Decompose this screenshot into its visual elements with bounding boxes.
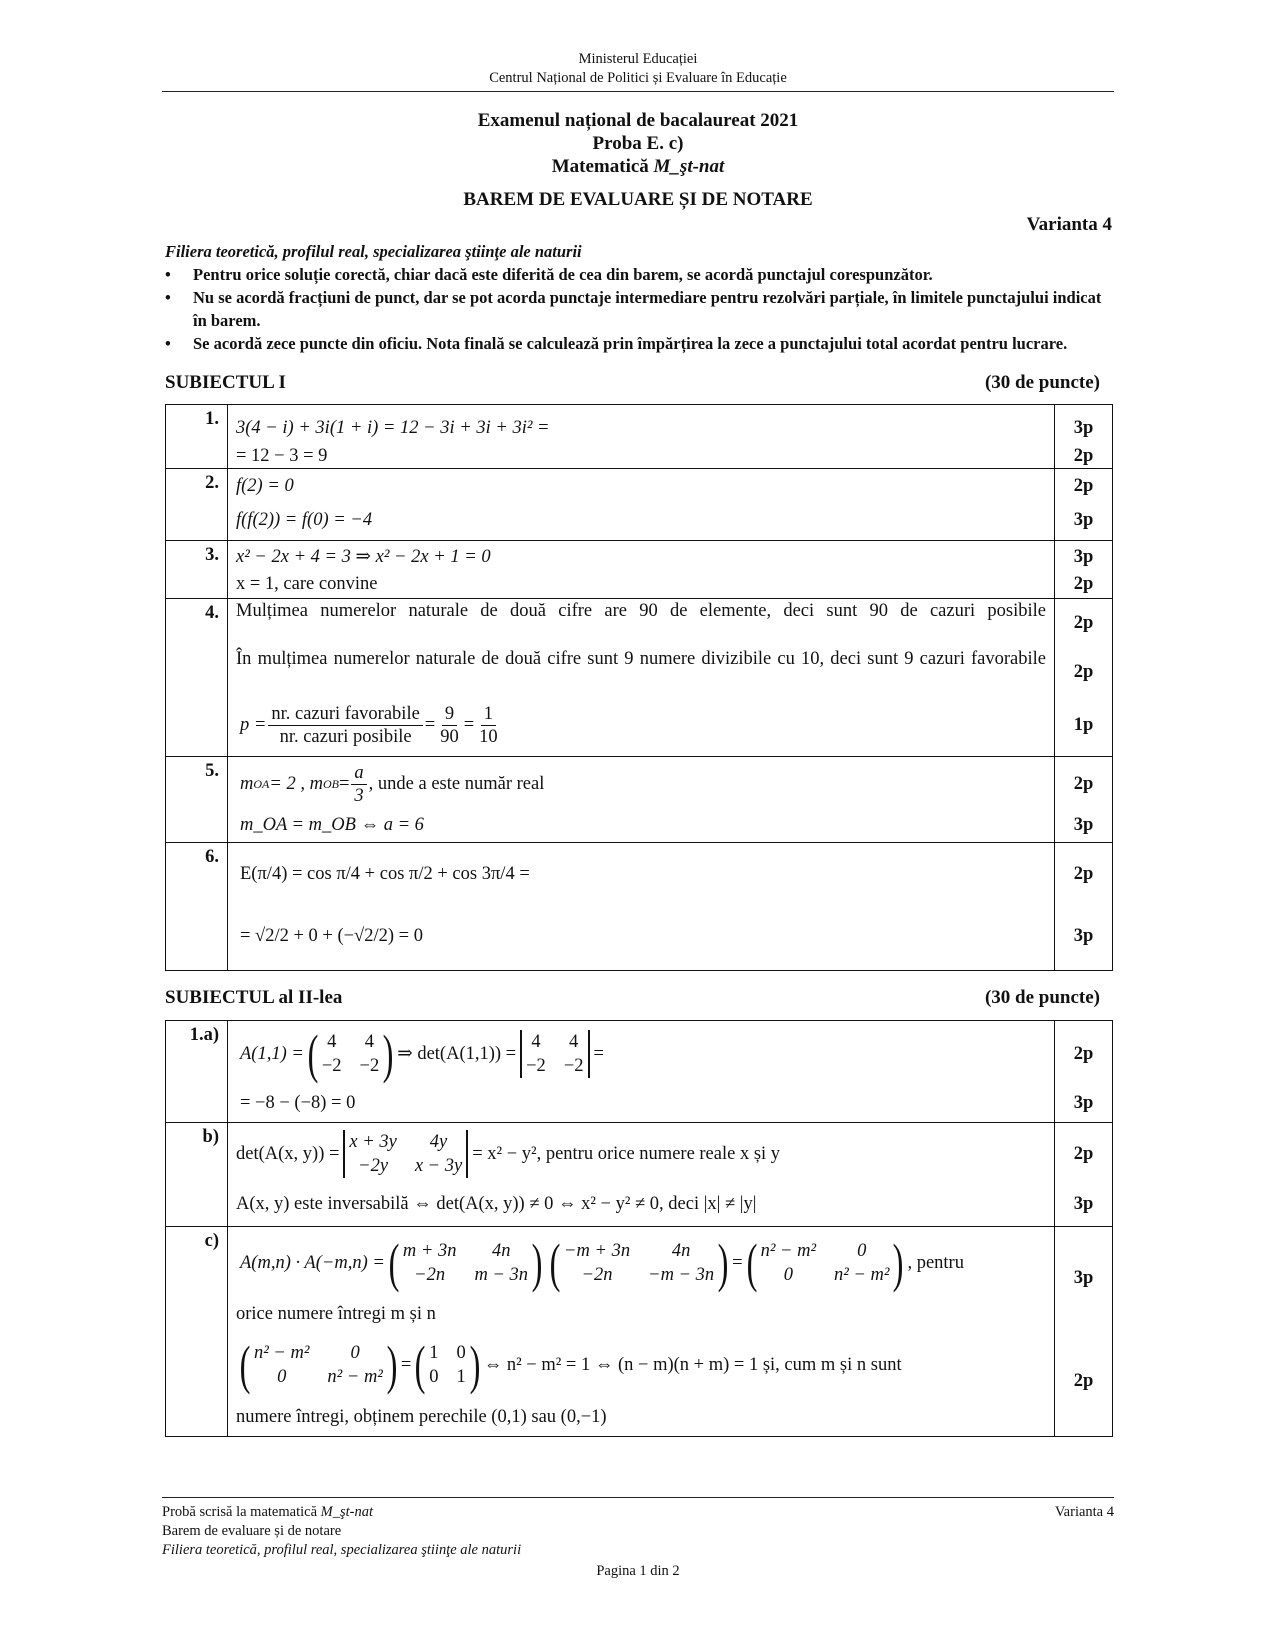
table-row xyxy=(166,757,1113,843)
item-number: 6. xyxy=(166,843,228,971)
subject1-title: SUBIECTUL I xyxy=(165,372,286,393)
solution-line: det(A(x, y)) = x + 3y 4y −2y x − 3y = x² − y², pentru orice numere reale x și y xyxy=(236,1132,781,1176)
page-number: Pagina 1 din 2 xyxy=(596,1563,680,1579)
points-value: 3p xyxy=(1073,417,1094,438)
item-points xyxy=(1055,599,1113,757)
solution-line: Mulțimea numerelor naturale de două cifre are 90 de elemente, deci sunt 90 de cazuri posibile xyxy=(236,601,1046,621)
solution-line: A(1,1) = ( 4 4 −2 −2 ) ⇒ det(A(1,1)) = 4 4 −2 −2 = xyxy=(240,1024,604,1084)
table-row xyxy=(166,1227,1113,1437)
subject2-table xyxy=(165,1020,1113,1437)
solution-line: = 12 − 3 = 9 xyxy=(236,445,328,466)
points-value: 2p xyxy=(1073,773,1094,794)
points-value: 2p xyxy=(1073,1043,1094,1064)
solution-line: În mulțimea numerelor naturale de două cifre sunt 9 numere divizibile cu 10, deci sunt 9 cazuri favorabile xyxy=(236,649,1046,669)
subject-name: Matematică xyxy=(551,156,654,177)
item-points xyxy=(1055,469,1113,541)
points-value: 2p xyxy=(1073,475,1094,496)
exam-title-line3 xyxy=(162,155,1114,178)
solution-line: orice numere întregi m și n xyxy=(236,1303,436,1324)
solution-line: A(x, y) este inversabilă ⇔ det(A(x, y)) ≠ 0 ⇔ x² − y² ≠ 0, deci |x| ≠ |y| xyxy=(236,1193,757,1214)
intro-bullet-3: • Se acordă zece puncte din oficiu. Nota finală se calculează prin împărțirea la zece a punctajului total acordat pentru lucrare. xyxy=(165,334,1068,353)
solution-line: numere întregi, obținem perechile (0,1) sau (0,−1) xyxy=(236,1406,607,1427)
item-points xyxy=(1055,405,1113,469)
subject2-title: SUBIECTUL al II-lea xyxy=(165,987,343,1008)
bullet-icon: • xyxy=(165,265,171,284)
intro-block xyxy=(165,240,1113,355)
table-row xyxy=(166,405,1113,469)
item-number: 1. xyxy=(166,405,228,469)
solution-line: m_OA = m_OB ⇔ a = 6 xyxy=(240,814,424,835)
matrix: ( −m + 3n 4n −2n −m − 3n ) xyxy=(549,1233,729,1293)
item-number: c) xyxy=(166,1227,228,1437)
subject2-heading xyxy=(165,987,1100,1009)
solution-line: x = 1, care convine xyxy=(236,573,378,594)
solution-line: m OA = 2 , m OB = $\frac{a}{3}$ , unde a este număr real xyxy=(240,762,545,806)
table-row xyxy=(166,599,1113,757)
subject1-points: (30 de puncte) xyxy=(984,372,1100,393)
matrix: ( n² − m² 0 0 n² − m² ) xyxy=(239,1335,398,1395)
item-solution xyxy=(228,541,1055,599)
solution-line: = √2/2 + 0 + (−√2/2) = 0 xyxy=(240,925,423,946)
table-row xyxy=(166,541,1113,599)
intro-bullet-2: • Nu se acordă fracțiuni de punct, dar se pot acorda punctaje intermediare pentru rezolvări parțiale, în limitele punctajului indicat în barem. xyxy=(165,288,1102,330)
item-solution xyxy=(228,1021,1055,1123)
bullet-icon: • xyxy=(165,288,171,307)
header-ministry: Ministerul Educației xyxy=(578,51,698,67)
fraction: $\frac{a}{3}$ xyxy=(351,762,366,807)
filiera-line: Filiera teoretică, profilul real, specializarea ştiinţe ale naturii xyxy=(165,242,582,261)
points-value: 2p xyxy=(1073,573,1094,594)
matrix: ( m + 3n 4n −2n m − 3n ) xyxy=(388,1233,543,1293)
item-number: 5. xyxy=(166,757,228,843)
subject2-points: (30 de puncte) xyxy=(984,987,1100,1008)
solution-line: = −8 − (−8) = 0 xyxy=(240,1092,356,1113)
varianta-label: Varianta 4 xyxy=(1026,214,1112,235)
points-value: 2p xyxy=(1073,1370,1094,1391)
solution-line: f(f(2)) = f(0) = −4 xyxy=(236,509,373,530)
exam-title-line1: Examenul național de bacalaureat 2021 xyxy=(477,110,799,131)
exam-title xyxy=(162,109,1114,178)
exam-title-line2: Proba E. c) xyxy=(592,133,684,154)
header-divider xyxy=(162,91,1114,92)
points-value: 1p xyxy=(1073,714,1094,735)
points-value: 2p xyxy=(1073,445,1094,466)
item-points xyxy=(1055,757,1113,843)
points-value: 3p xyxy=(1073,546,1094,567)
item-points xyxy=(1055,1021,1113,1123)
item-solution xyxy=(228,1123,1055,1227)
determinant: 4 4 −2 −2 xyxy=(520,1030,589,1078)
item-number: 3. xyxy=(166,541,228,599)
points-value: 2p xyxy=(1073,661,1094,682)
table-row xyxy=(166,1021,1113,1123)
barem-heading: BAREM DE EVALUARE ȘI DE NOTARE xyxy=(463,189,813,210)
solution-line: 3(4 − i) + 3i(1 + i) = 12 − 3i + 3i + 3i² = xyxy=(236,417,550,438)
footer-line2: Barem de evaluare și de notare xyxy=(162,1523,342,1539)
solution-line: f(2) = 0 xyxy=(236,475,294,496)
bullet-icon: • xyxy=(165,334,171,353)
item-number: b) xyxy=(166,1123,228,1227)
solution-line: x² − 2x + 4 = 3 ⇒ x² − 2x + 1 = 0 xyxy=(236,547,491,567)
intro-bullet-1: • Pentru orice soluție corectă, chiar dacă este diferită de cea din barem, se acordă punctajul corespunzător. xyxy=(165,265,933,284)
footer-varianta: Varianta 4 xyxy=(1054,1504,1114,1520)
item-solution xyxy=(228,599,1055,757)
points-value: 3p xyxy=(1073,509,1094,530)
table-row xyxy=(166,469,1113,541)
points-value: 2p xyxy=(1073,612,1094,633)
solution-line: ( n² − m² 0 0 n² − m² ) = ( 1 0 0 1 ) ⇔ n² − m² = 1 ⇔ (n − m)(n + m) = 1 și, cum m și n sunt xyxy=(236,1329,1046,1401)
item-points xyxy=(1055,541,1113,599)
matrix: ( 4 4 −2 −2 ) xyxy=(307,1024,394,1084)
fraction: $\frac{\text{nr. cazuri favorabile}}{\text{nr. cazuri posibile}}$ xyxy=(268,703,422,748)
item-number: 1.a) xyxy=(166,1021,228,1123)
item-solution xyxy=(228,1227,1055,1437)
subject1-table xyxy=(165,404,1113,971)
item-number: 4. xyxy=(166,599,228,757)
table-row xyxy=(166,843,1113,971)
fraction: $\frac{1}{10}$ xyxy=(479,703,498,747)
points-value: 2p xyxy=(1073,1143,1094,1164)
item-solution xyxy=(228,757,1055,843)
item-number: 2. xyxy=(166,469,228,541)
solution-line: A(m,n) · A(−m,n) = ( m + 3n 4n −2n m − 3n ) ( −m + 3n 4n −2n −m − 3n ) = ( n² − m² 0 0 n² − m² ) , pentru xyxy=(240,1233,964,1293)
item-points xyxy=(1055,1227,1113,1437)
subject-code: M_şt-nat xyxy=(653,156,725,177)
points-value: 3p xyxy=(1073,1193,1094,1214)
fraction: $\frac{9}{90}$ xyxy=(440,703,459,747)
header-center: Centrul Național de Politici și Evaluare în Educație xyxy=(489,70,787,86)
solution-line: E(π/4) = cos π/4 + cos π/2 + cos 3π/4 = xyxy=(240,863,530,884)
points-value: 3p xyxy=(1073,1267,1094,1288)
points-value: 3p xyxy=(1073,814,1094,835)
table-row xyxy=(166,1123,1113,1227)
matrix: ( n² − m² 0 0 n² − m² ) xyxy=(746,1233,904,1293)
probability-formula: p = $\frac{\text{nr. cazuri favorabile}}{\text{nr. cazuri posibile}}$ = $\frac{9}{90}$ = $\frac{1}{10}$ xyxy=(236,697,1046,753)
matrix: ( 1 0 0 1 ) xyxy=(414,1335,481,1395)
points-value: 3p xyxy=(1073,1092,1094,1113)
item-points xyxy=(1055,1123,1113,1227)
item-solution xyxy=(228,469,1055,541)
item-points xyxy=(1055,843,1113,971)
points-value: 3p xyxy=(1073,925,1094,946)
footer-line1: Probă scrisă la matematică M_şt-nat Varianta 4 xyxy=(162,1504,1114,1520)
footer-line3: Filiera teoretică, profilul real, specializarea ştiinţe ale naturii xyxy=(162,1542,522,1558)
item-solution xyxy=(228,405,1055,469)
determinant: x + 3y 4y −2y x − 3y xyxy=(343,1130,468,1178)
footer-divider xyxy=(162,1497,1114,1498)
item-solution xyxy=(228,843,1055,971)
subject1-heading xyxy=(165,372,1100,394)
points-value: 2p xyxy=(1073,863,1094,884)
